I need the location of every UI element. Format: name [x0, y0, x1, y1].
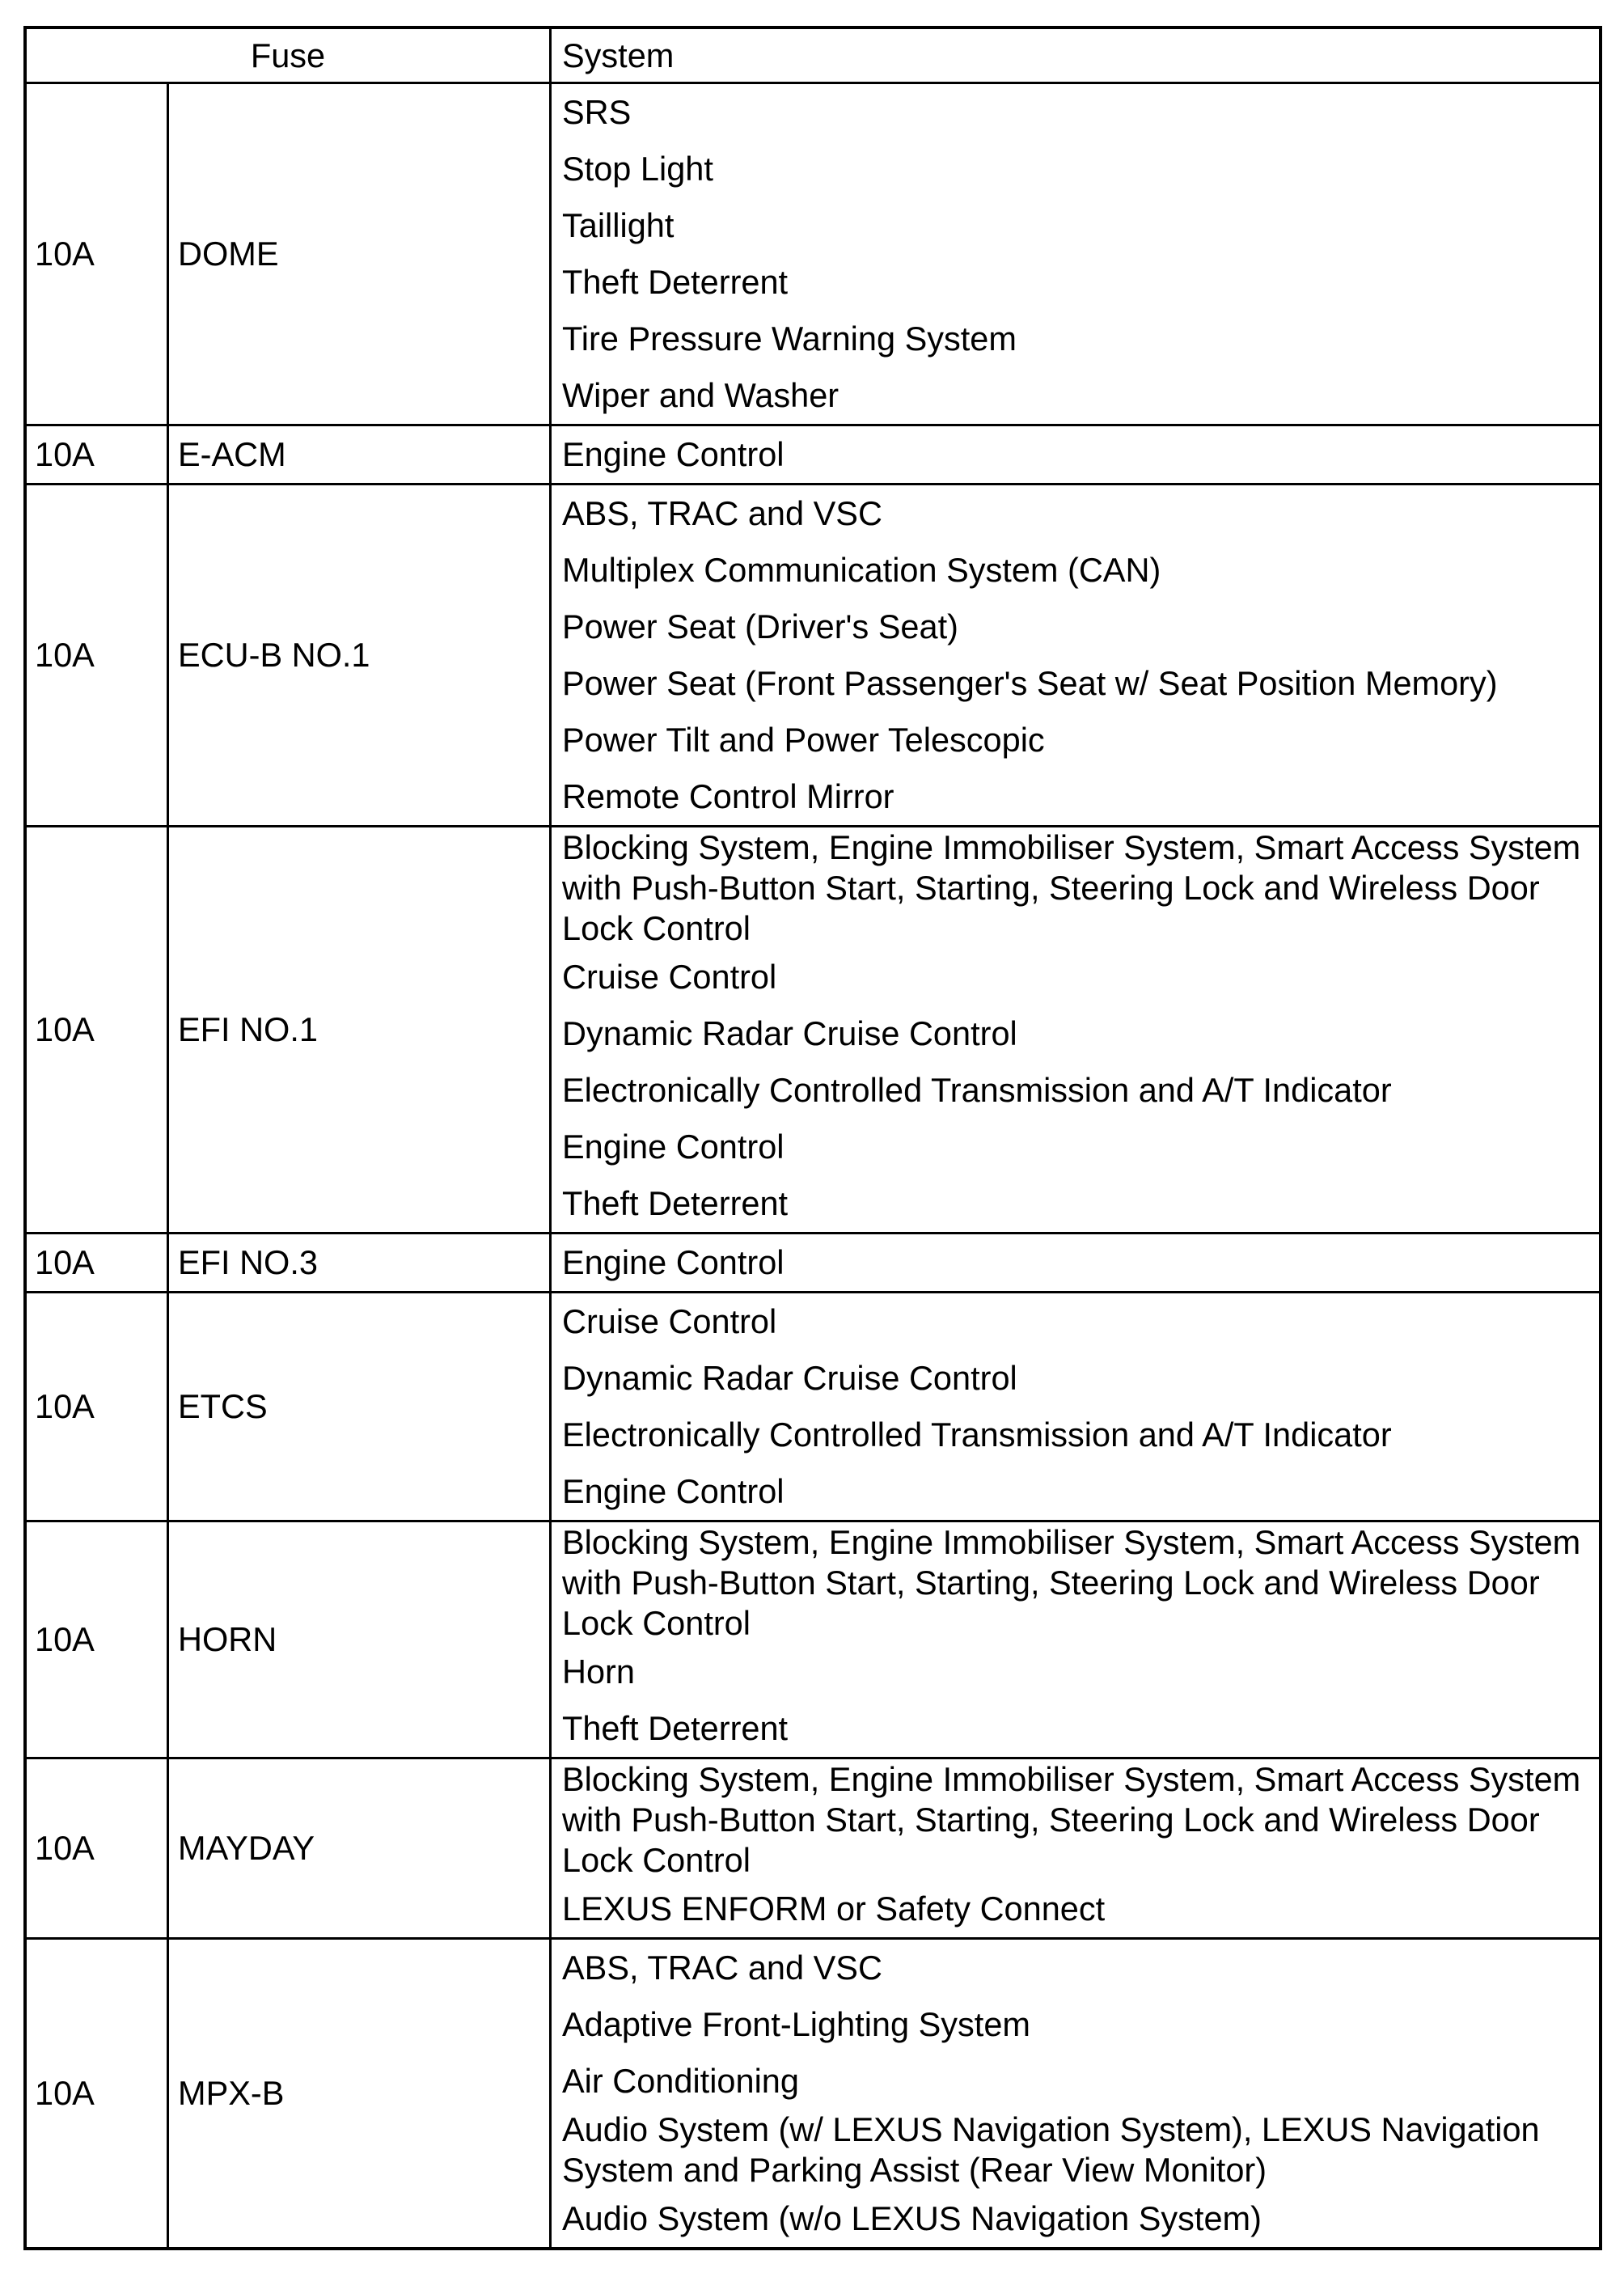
table-header-row [27, 29, 1599, 84]
table-row [27, 1522, 1599, 1759]
table-row [27, 485, 1599, 827]
fuse-amperage: 10A [27, 1940, 169, 2247]
table-row [27, 426, 1599, 485]
system-list [552, 1234, 1599, 1291]
system-item: SRS [562, 93, 632, 131]
system-item: Cruise Control [562, 958, 777, 996]
system-list [552, 1759, 1599, 1937]
fuse-amperage: 10A [27, 84, 169, 424]
system-list [552, 84, 1599, 424]
system-item: Engine Control [562, 1243, 785, 1281]
system-list [552, 426, 1599, 483]
fuse-table [23, 26, 1602, 2250]
system-list [552, 1522, 1599, 1757]
fuse-amperage: 10A [27, 426, 169, 483]
system-item: Theft Deterrent [562, 1184, 789, 1222]
system-item: Taillight [562, 206, 675, 244]
table-row [27, 827, 1599, 1234]
fuse-amperage: 10A [27, 485, 169, 825]
table-row [27, 1293, 1599, 1522]
fuse-amperage: 10A [27, 1759, 169, 1937]
system-item: Power Seat (Front Passenger's Seat w/ Seat Position Memory) [562, 664, 1498, 702]
fuse-name: E-ACM [169, 426, 552, 483]
system-item: Tire Pressure Warning System [562, 320, 1017, 358]
fuse-name: MAYDAY [169, 1759, 552, 1937]
fuse-name: EFI NO.1 [169, 827, 552, 1232]
system-item: Engine Control [562, 1472, 785, 1510]
system-list [552, 485, 1599, 825]
system-list [552, 1293, 1599, 1520]
system-item: ABS, TRAC and VSC [562, 494, 882, 532]
system-item: Audio System (w/o LEXUS Navigation System) [562, 2199, 1262, 2237]
system-item: Multiplex Communication System (CAN) [562, 551, 1161, 589]
system-item: Power Tilt and Power Telescopic [562, 721, 1045, 759]
system-item: Engine Control [562, 435, 785, 473]
system-item: Wiper and Washer [562, 376, 839, 414]
fuse-name: HORN [169, 1522, 552, 1757]
system-item: Theft Deterrent [562, 263, 789, 301]
fuse-name: MPX-B [169, 1940, 552, 2247]
system-item: Theft Deterrent [562, 1709, 789, 1747]
system-item: Audio System (w/ LEXUS Navigation System), LEXUS Navigation System and Parking Assist (Rear View Monitor) [562, 2110, 1540, 2189]
system-item: Cruise Control [562, 1302, 777, 1340]
system-item: Horn [562, 1653, 635, 1691]
system-item: Electronically Controlled Transmission and A/T Indicator [562, 1416, 1392, 1454]
fuse-column-header: Fuse [27, 29, 552, 82]
system-list [552, 1940, 1599, 2247]
fuse-amperage: 10A [27, 827, 169, 1232]
table-row [27, 1759, 1599, 1940]
table-row [27, 1940, 1599, 2247]
system-column-header: System [562, 36, 675, 74]
fuse-name: EFI NO.3 [169, 1234, 552, 1291]
fuse-name: ECU-B NO.1 [169, 485, 552, 825]
system-item: Electronically Controlled Transmission and A/T Indicator [562, 1071, 1392, 1109]
system-item: Remote Control Mirror [562, 777, 894, 815]
system-item: Blocking System, Engine Immobiliser System, Smart Access System with Push-Button Start, Starting, Steering Lock and Wireless Door Lock Control [562, 1523, 1581, 1642]
fuse-amperage: 10A [27, 1522, 169, 1757]
system-list [552, 827, 1599, 1232]
system-item: Engine Control [562, 1128, 785, 1166]
fuse-amperage: 10A [27, 1234, 169, 1291]
system-item: ABS, TRAC and VSC [562, 1949, 882, 1987]
fuse-name: DOME [169, 84, 552, 424]
system-item: Adaptive Front-Lighting System [562, 2005, 1030, 2043]
system-item: Dynamic Radar Cruise Control [562, 1014, 1017, 1052]
fuse-amperage: 10A [27, 1293, 169, 1520]
system-item: Stop Light [562, 150, 713, 188]
system-item: Air Conditioning [562, 2062, 799, 2100]
table-row [27, 1234, 1599, 1293]
fuse-name: ETCS [169, 1293, 552, 1520]
table-row [27, 84, 1599, 426]
system-item: Blocking System, Engine Immobiliser System, Smart Access System with Push-Button Start, Starting, Steering Lock and Wireless Door Lock Control [562, 828, 1581, 947]
system-item: Power Seat (Driver's Seat) [562, 607, 958, 645]
system-item: LEXUS ENFORM or Safety Connect [562, 1890, 1106, 1928]
system-item: Blocking System, Engine Immobiliser System, Smart Access System with Push-Button Start, Starting, Steering Lock and Wireless Door Lock Control [562, 1760, 1581, 1879]
system-item: Dynamic Radar Cruise Control [562, 1359, 1017, 1397]
